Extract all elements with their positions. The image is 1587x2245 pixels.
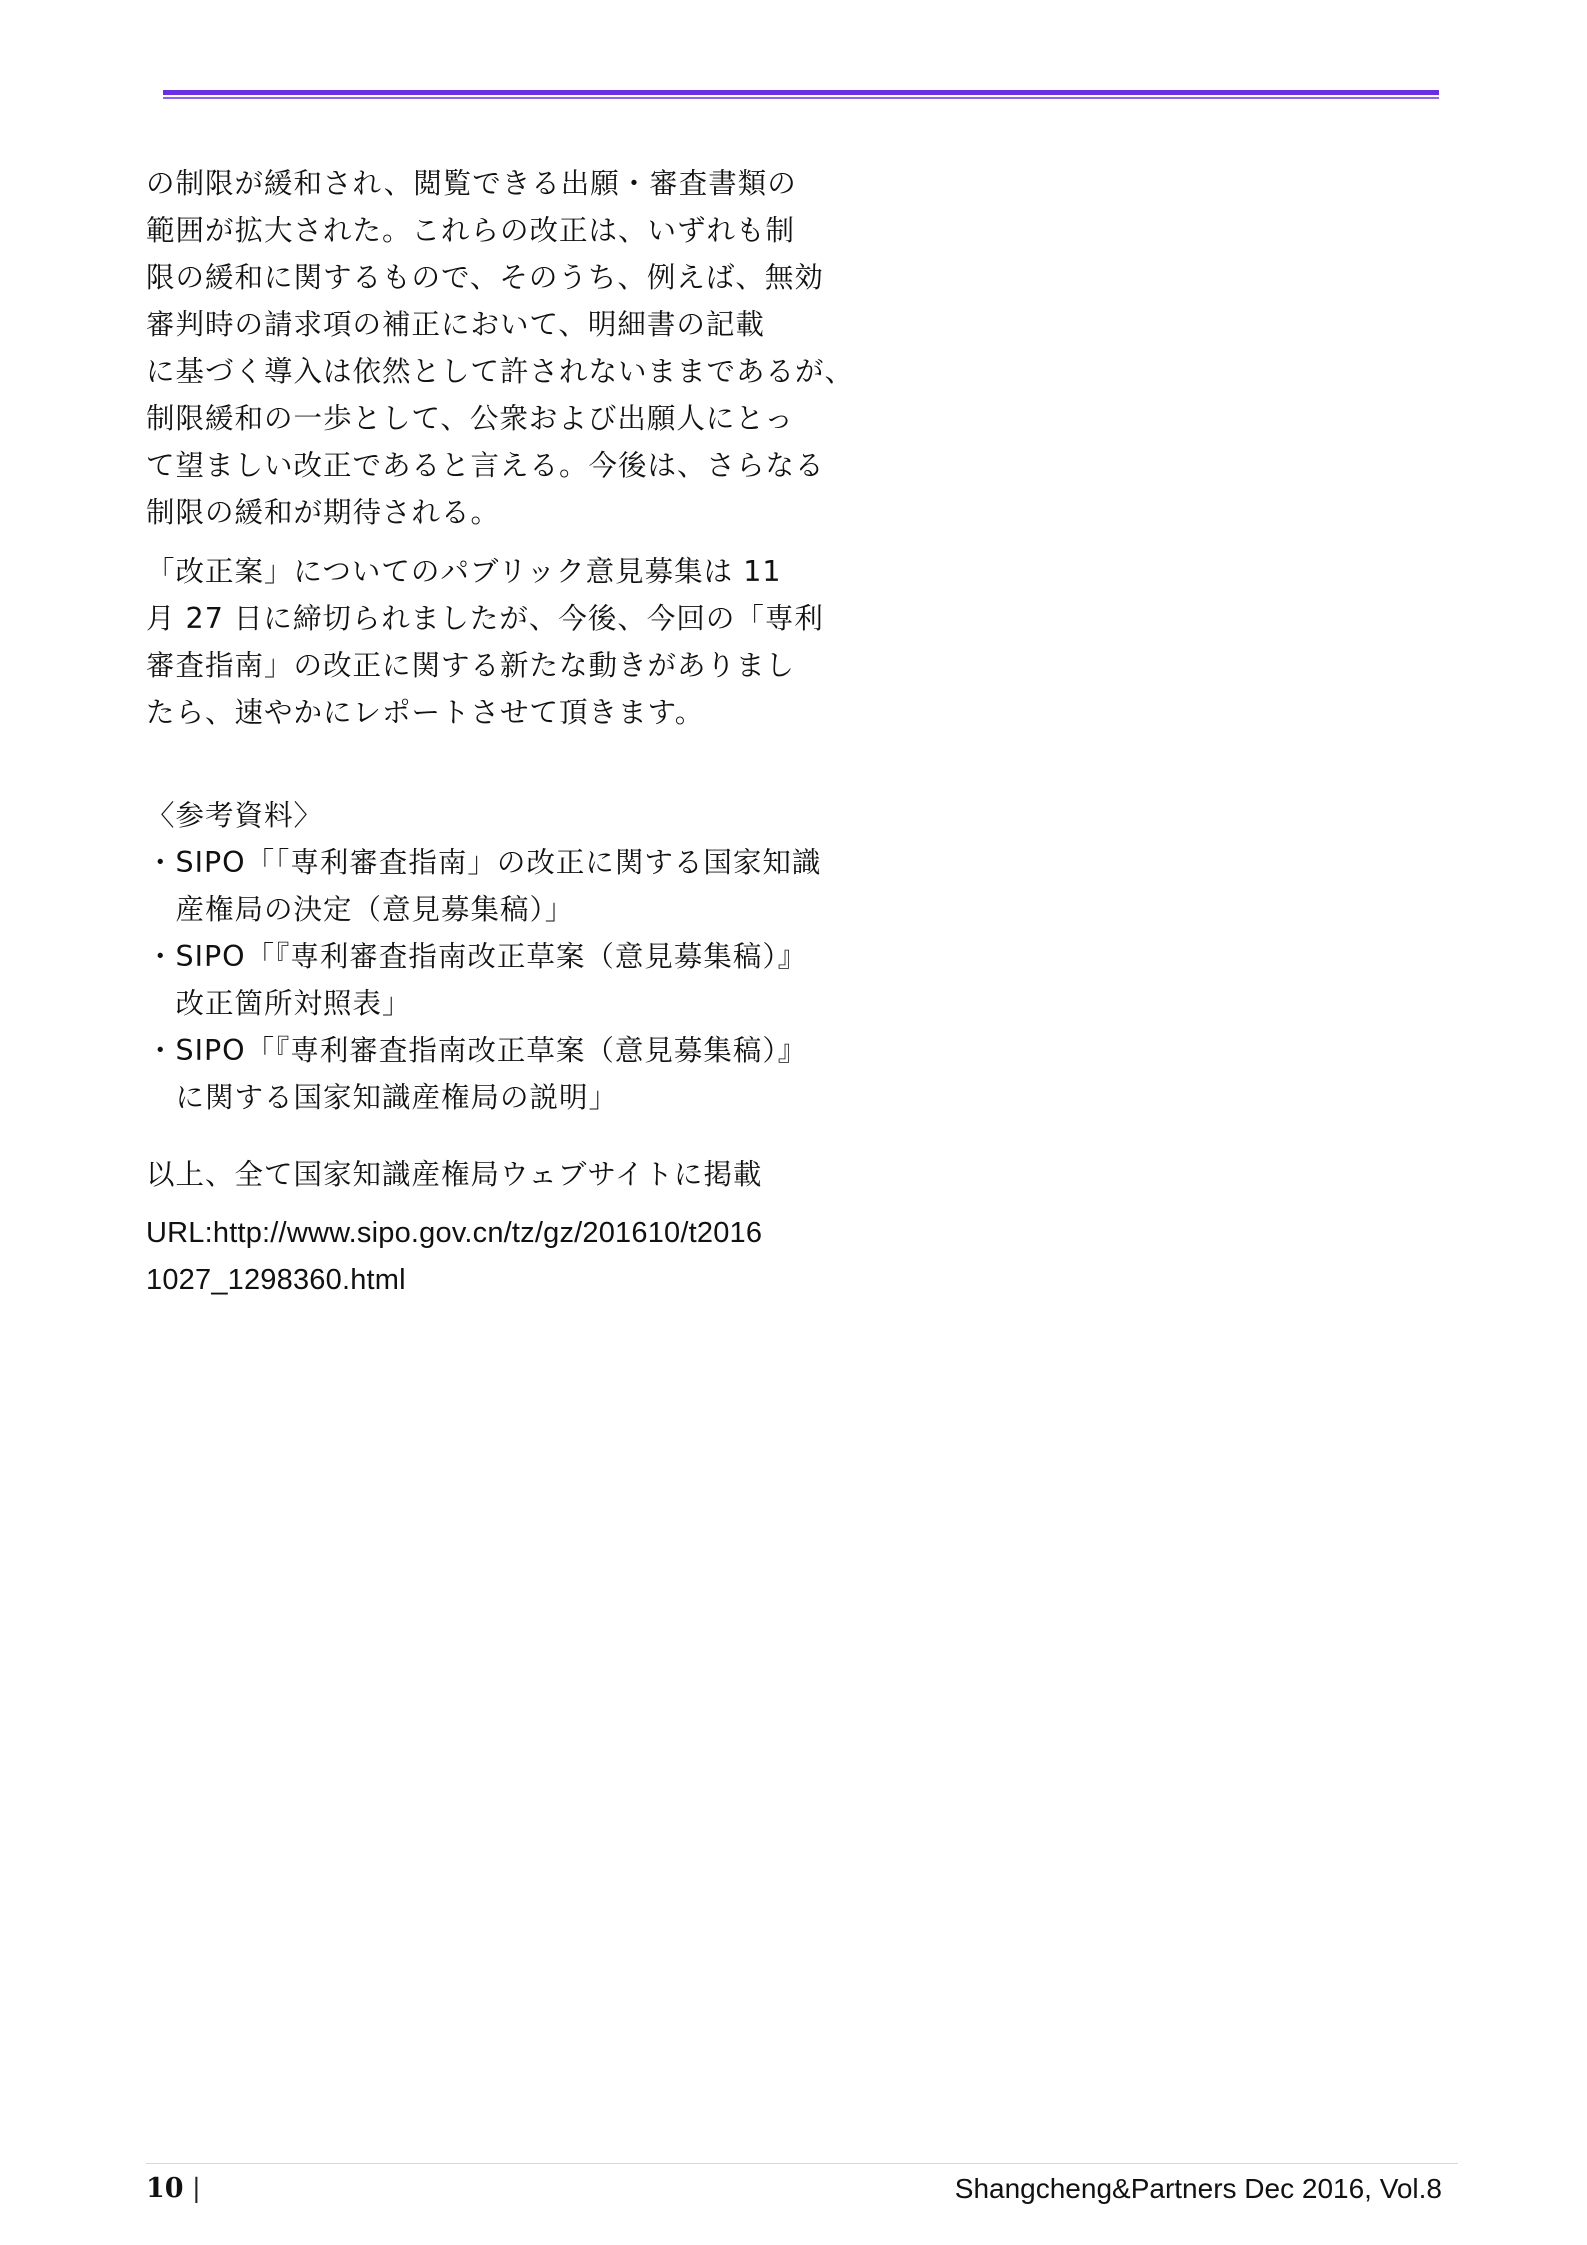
page-number: 10 xyxy=(146,2173,184,2204)
reference-line: ・SIPO「『専利審査指南改正草案（意見募集稿）』 xyxy=(146,940,808,973)
reference-line: 産権局の決定（意見募集稿）」 xyxy=(146,893,575,926)
references-section xyxy=(146,792,822,1121)
text-line: たら、速やかにレポートさせて頂きます。 xyxy=(146,696,705,729)
footer-rule xyxy=(146,2163,1458,2164)
text-line: 制限の緩和が期待される。 xyxy=(146,496,501,529)
url-line[interactable]: URL:http://www.sipo.gov.cn/tz/gz/201610/t2016 xyxy=(146,1217,763,1249)
text-line: 制限緩和の一歩として、公衆および出願人にとっ xyxy=(146,402,794,435)
text-line: 審判時の請求項の補正において、明細書の記載 xyxy=(146,308,765,341)
paragraph-1 xyxy=(146,160,855,536)
reference-line: ・SIPO「『専利審査指南改正草案（意見募集稿）』 xyxy=(146,1034,808,1067)
text-line: に基づく導入は依然として許されないままであるが、 xyxy=(146,355,855,388)
reference-line: 改正箇所対照表」 xyxy=(146,987,412,1020)
paragraph-2 xyxy=(146,548,824,736)
source-note: 以上、全て国家知識産権局ウェブサイトに掲載 xyxy=(146,1158,763,1191)
header-rule xyxy=(163,90,1439,95)
references-heading: 〈参考資料〉 xyxy=(146,799,324,832)
text-line: 月 27 日に締切られましたが、今後、今回の「専利 xyxy=(146,602,824,635)
text-line: 「改正案」についてのパブリック意見募集は 11 xyxy=(146,555,782,588)
source-url[interactable] xyxy=(146,1210,796,1304)
publication-info: Shangcheng&Partners Dec 2016, Vol.8 xyxy=(954,2173,1442,2204)
footer-separator: | xyxy=(192,2174,201,2204)
reference-item xyxy=(146,933,808,1027)
reference-line: ・SIPO「「専利審査指南」の改正に関する国家知識 xyxy=(146,846,822,879)
url-line[interactable]: 1027_1298360.html xyxy=(146,1264,406,1296)
header-rule-thin xyxy=(163,97,1439,99)
reference-line: に関する国家知識産権局の説明」 xyxy=(146,1081,619,1114)
text-line: 審査指南」の改正に関する新たな動きがありまし xyxy=(146,649,796,682)
text-line: 範囲が拡大された。これらの改正は、いずれも制 xyxy=(146,214,796,247)
text-line: て望ましい改正であると言える。今後は、さらなる xyxy=(146,449,825,482)
reference-item xyxy=(146,839,822,933)
article-column xyxy=(146,160,855,1304)
text-line: 限の緩和に関するもので、そのうち、例えば、無効 xyxy=(146,261,824,294)
reference-item xyxy=(146,1027,808,1121)
text-line: の制限が緩和され、閲覧できる出願・審査書類の xyxy=(146,167,797,200)
